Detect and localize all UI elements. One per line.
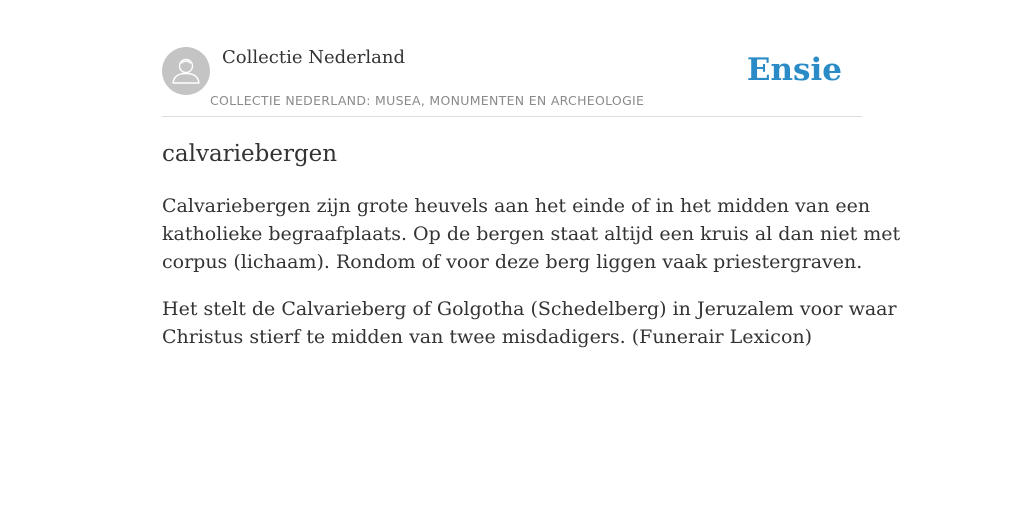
header [162,44,862,117]
paragraph-1 [162,192,901,276]
paragraph-line: Het stelt de Calvarieberg of Golgotha (Schedelberg) in Jeruzalem voor waar [162,298,897,320]
paragraph-line: katholieke begraafplaats. Op de bergen staat altijd een kruis al dan niet met [162,223,901,245]
entry-body [162,192,901,351]
paragraph-line: Calvariebergen zijn grote heuvels aan het einde of in het midden van een [162,195,871,217]
paragraph-2 [162,295,897,351]
paragraph-line: corpus (lichaam). Rondom of voor deze berg liggen vaak priestergraven. [162,251,863,273]
author-name[interactable]: Collectie Nederland [222,47,406,68]
author-avatar[interactable] [162,47,210,95]
paragraph-line: Christus stierf te midden van twee misdadigers. (Funerair Lexicon) [162,326,813,348]
user-silhouette-icon [162,47,210,95]
entry-title: calvariebergen [162,141,338,167]
author-subtitle: COLLECTIE NEDERLAND: MUSEA, MONUMENTEN EN ARCHEOLOGIE [210,93,645,108]
ensie-logo[interactable]: Ensie [746,52,842,88]
